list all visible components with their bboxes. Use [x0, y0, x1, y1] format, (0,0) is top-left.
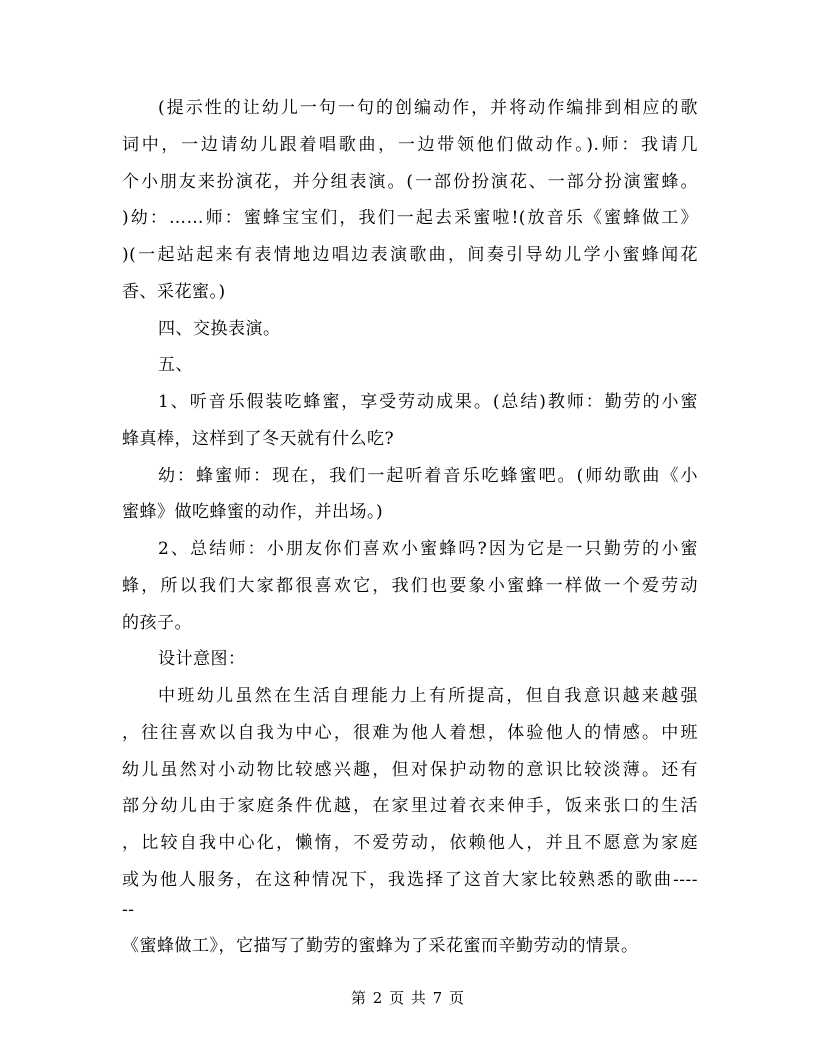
text-line-22: 或为他人服务，在这种情况下，我选择了这首大家比较熟悉的歌曲---- [122, 870, 698, 890]
text-line-15: 的孩子。 [122, 613, 192, 633]
text-line-19: 幼儿虽然对小动物比较感兴趣，但对保护动物的意识比较淡薄。还有 [122, 760, 698, 780]
text-line-9: 1、听音乐假装吃蜂蜜，享受劳动成果。(总结)教师：勤劳的小蜜 [158, 392, 698, 412]
text-line-17: 中班幼儿虽然在生活自理能力上有所提高，但自我意识越来越强 [158, 686, 698, 706]
text-line-3: 个小朋友来扮演花，并分组表演。(一部份扮演花、一部分扮演蜜蜂。 [122, 172, 698, 192]
text-line-18: ，往往喜欢以自我为中心，很难为他人着想，体验他人的情感。中班 [122, 723, 698, 743]
text-line-24: 《蜜蜂做工》，它描写了勤劳的蜜蜂为了采花蜜而辛勤劳动的情景。 [122, 936, 639, 956]
text-line-6: 香、采花蜜。) [122, 282, 226, 302]
page-number-footer: 第 2 页 共 7 页 [351, 989, 465, 1007]
text-line-2: 词中，一边请幼儿跟着唱歌曲，一边带领他们做动作。).师：我请几 [122, 135, 698, 155]
section-five-heading: 五、 [158, 355, 193, 375]
text-line-20: 部分幼儿由于家庭条件优越，在家里过着衣来伸手，饭来张口的生活 [122, 796, 698, 816]
design-intent-heading: 设计意图： [158, 649, 246, 669]
text-line-12: 蜜蜂》做吃蜂蜜的动作，并出场。) [122, 502, 384, 522]
text-line-21: ，比较自我中心化，懒惰，不爱劳动，依赖他人，并且不愿意为家庭 [122, 833, 698, 853]
text-line-4: )幼：……师：蜜蜂宝宝们，我们一起去采蜜啦!(放音乐《蜜蜂做工》 [122, 208, 698, 228]
section-four-heading: 四、交换表演。 [158, 319, 281, 339]
text-line-13: 2、总结师：小朋友你们喜欢小蜜蜂吗?因为它是一只勤劳的小蜜 [158, 539, 698, 559]
text-line-1: (提示性的让幼儿一句一句的创编动作，并将动作编排到相应的歌 [158, 98, 698, 118]
text-line-10: 蜂真棒，这样到了冬天就有什么吃? [122, 429, 395, 449]
text-line-5: )(一起站起来有表情地边唱边表演歌曲，间奏引导幼儿学小蜜蜂闻花 [122, 245, 698, 265]
text-line-14: 蜂，所以我们大家都很喜欢它，我们也要象小蜜蜂一样做一个爱劳动 [122, 576, 698, 596]
text-line-11: 幼：蜂蜜师：现在，我们一起听着音乐吃蜂蜜吧。(师幼歌曲《小 [158, 466, 698, 486]
text-line-23: -- [122, 900, 135, 920]
